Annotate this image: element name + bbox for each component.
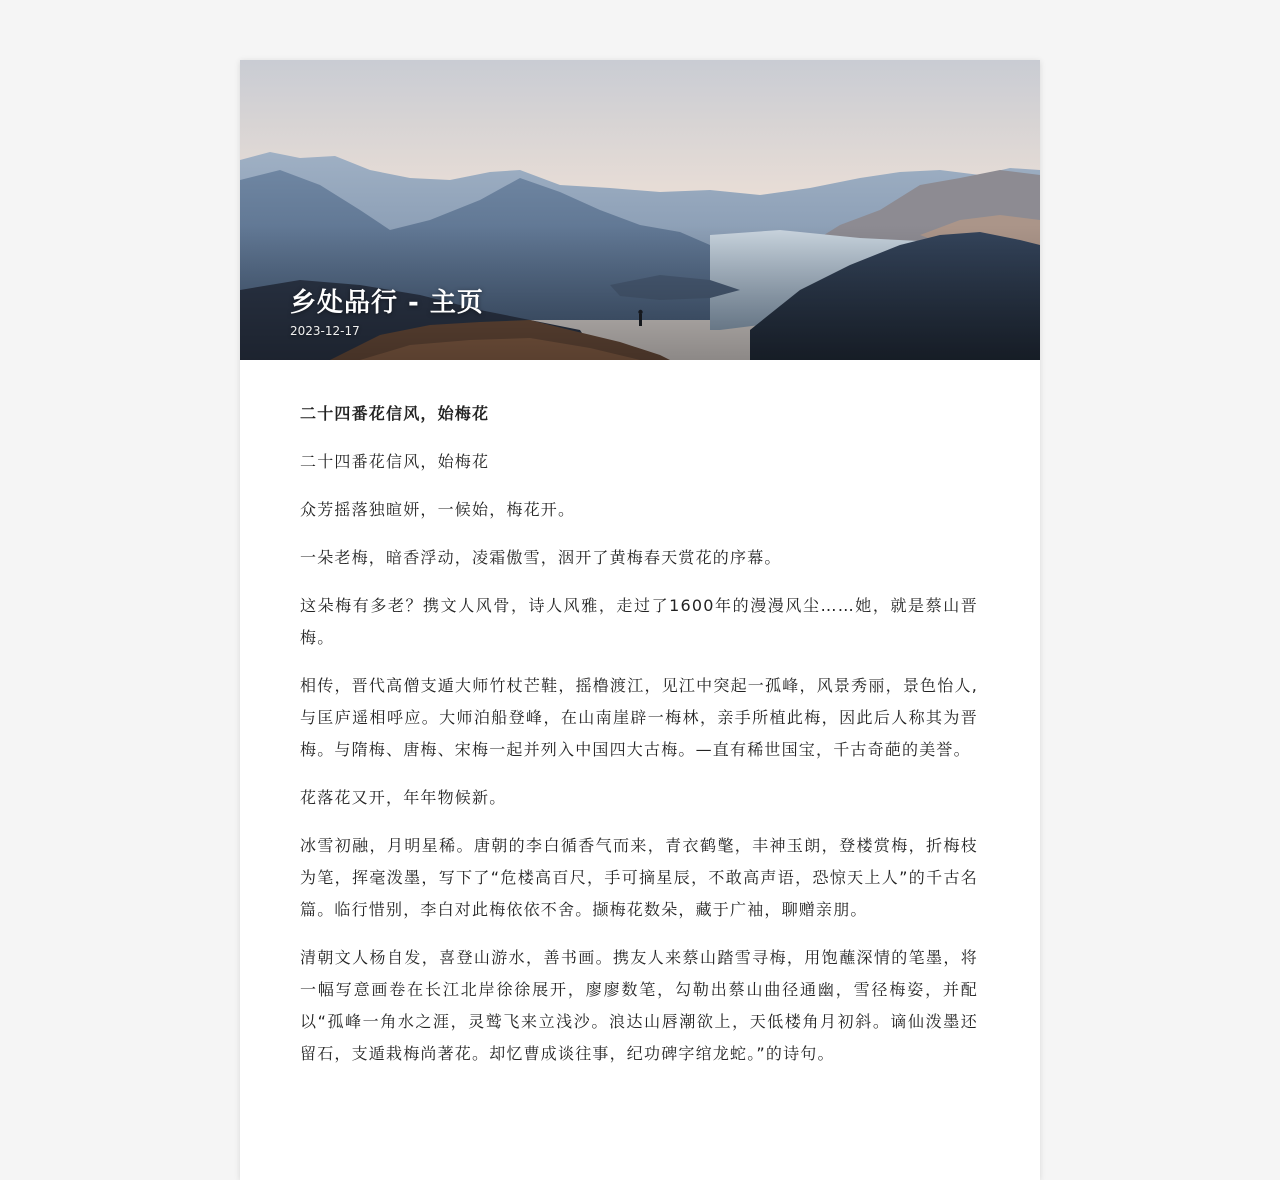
page-title: 乡处品行 - 主页 [290,288,484,318]
publish-date: 2023-12-17 [290,324,360,338]
article-card [240,60,1040,1180]
paragraph: 花落花又开，年年物候新。 [300,788,507,807]
paragraph: 一朵老梅，暗香浮动，凌霜傲雪，洇开了黄梅春天赏花的序幕。 [300,548,782,567]
hero-banner [240,60,1040,360]
paragraph: 冰雪初融，月明星稀。唐朝的李白循香气而来，青衣鹤氅，丰神玉朗，登楼赏梅，折梅枝为笔，挥毫泼墨，写下了“危楼高百尺，手可摘星辰，不敢高声语，恐惊天上人”的千古名篇。临行惜别，李白对此梅依依不舍。撷梅花数朵，藏于广袖，聊赠亲朋。 [300,836,978,919]
article-heading: 二十四番花信风，始梅花 [300,404,490,423]
paragraph: 清朝文人杨自发，喜登山游水，善书画。携友人来蔡山踏雪寻梅，用饱蘸深情的笔墨，将一幅写意画卷在长江北岸徐徐展开，廖廖数笔，勾勒出蔡山曲径通幽，雪径梅姿，并配以“孤峰一角水之涯，灵鹫飞来立浅沙。浪达山唇潮欲上，天低楼角月初斜。谪仙泼墨还留石，支遁栽梅尚著花。却忆曹成谈往事，纪功碑字绾龙蛇。”的诗句。 [300,948,978,1063]
article-body [240,360,1040,1070]
paragraph: 这朵梅有多老？携文人风骨，诗人风雅，走过了1600年的漫漫风尘……她，就是蔡山晋梅。 [300,596,978,647]
paragraph: 二十四番花信风，始梅花 [300,452,490,471]
paragraph: 相传，晋代高僧支遁大师竹杖芒鞋，摇橹渡江，见江中突起一孤峰，风景秀丽，景色怡人,与匡庐遥相呼应。大师泊船登峰，在山南崖辟一梅林，亲手所植此梅，因此后人称其为晋梅。与隋梅、唐梅、宋梅一起并列入中国四大古梅。—直有稀世国宝，千古奇葩的美誉。 [300,676,978,759]
paragraph: 众芳摇落独暄妍，一候始，梅花开。 [300,500,576,519]
